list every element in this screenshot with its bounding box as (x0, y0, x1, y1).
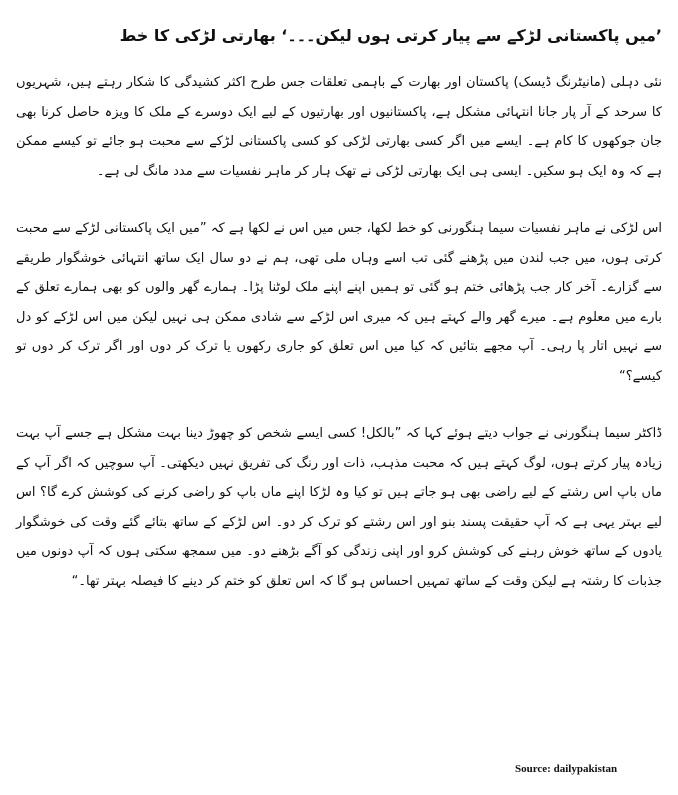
source-credit: Source: dailypakistan (515, 763, 618, 775)
article-paragraph-letter: اس لڑکی نے ماہر نفسیات سیما ہنگورنی کو خط لکھا، جس میں اس نے لکھا ہے کہ ”میں ایک پاکستانی لڑکے سے محبت کرتی ہوں، میں جب لندن میں پڑھنے گئی تب اسے وہاں ملی تھی، ہم نے دو سال ایک ساتھ انتہائی خوشگوار طریقے سے گزارے۔ آخر کار جب پڑھائی ختم ہو گئی تو ہمیں اپنے اپنے ملک لوٹنا پڑا۔ ہمارے گھر والوں کو بھی ہمارے تعلق کے بارے میں معلوم ہے۔ میرے گھر والے کہتے ہیں کہ میری اس لڑکے سے شادی ممکن ہی نہیں لیکن میں اس لڑکے کو دل سے نہیں اتار پا رہی۔ آپ مجھے بتائیں کہ کیا میں اس تعلق کو جاری رکھوں یا ترک کر دوں اور اگر ترک کر دوں تو کیسے؟“ (16, 221, 662, 384)
article-title: ’میں پاکستانی لڑکے سے پیار کرتی ہوں لیکن۔۔۔‘ بھارتی لڑکی کا خط (119, 26, 662, 45)
article (16, 22, 662, 624)
article-paragraph-intro: نئی دہلی (مانیٹرنگ ڈیسک) پاکستان اور بھارت کے باہمی تعلقات جس طرح اکثر کشیدگی کا شکار رہتے ہیں، شہریوں کا سرحد کے آر پار جانا انتہائی مشکل ہے، پاکستانیوں اور بھارتیوں کے لیے ایک دوسرے کے ملک کا ویزہ حاصل کرنا بھی جان جوکھوں کا کام ہے۔ ایسے میں اگر کسی بھارتی لڑکی کو کسی پاکستانی لڑکے سے محبت ہو جائے تو کیسے ممکن ہے کہ وہ ایک ہو سکیں۔ ایسی ہی ایک بھارتی لڑکی نے تھک ہار کر ماہر نفسیات سے مدد مانگ لی ہے۔ (16, 75, 662, 179)
article-paragraph-reply: ڈاکٹر سیما ہنگورنی نے جواب دیتے ہوئے کہا کہ ”بالکل! کسی ایسے شخص کو چھوڑ دینا بہت مشکل ہے جسے آپ بہت زیادہ پیار کرتے ہوں، لوگ کہتے ہیں کہ محبت مذہب، ذات اور رنگ کی تفریق نہیں دیکھتی۔ آپ سوچیں کہ اگر آپ کے ماں باپ اس رشتے کے لیے راضی بھی ہو جاتے ہیں تو کیا وہ لڑکا اپنے ماں باپ کو راضی کرنے کی کوشش کرے گا؟ اس لیے بہتر یہی ہے کہ آپ حقیقت پسند بنو اور اس رشتے کو ترک کر دو۔ اس لڑکے کے ساتھ بتائے گئے وقت کی خوشگوار یادوں کے ساتھ خوش رہنے کی کوشش کرو اور اپنی زندگی کو آگے بڑھنے دو۔ میں سمجھ سکتی ہوں کہ آپ دونوں میں جذبات کا رشتہ ہے لیکن وقت کے ساتھ تمہیں احساس ہو گا کہ اس تعلق کو ختم کر دینے کا فیصلہ بہتر تھا۔“ (16, 426, 662, 589)
